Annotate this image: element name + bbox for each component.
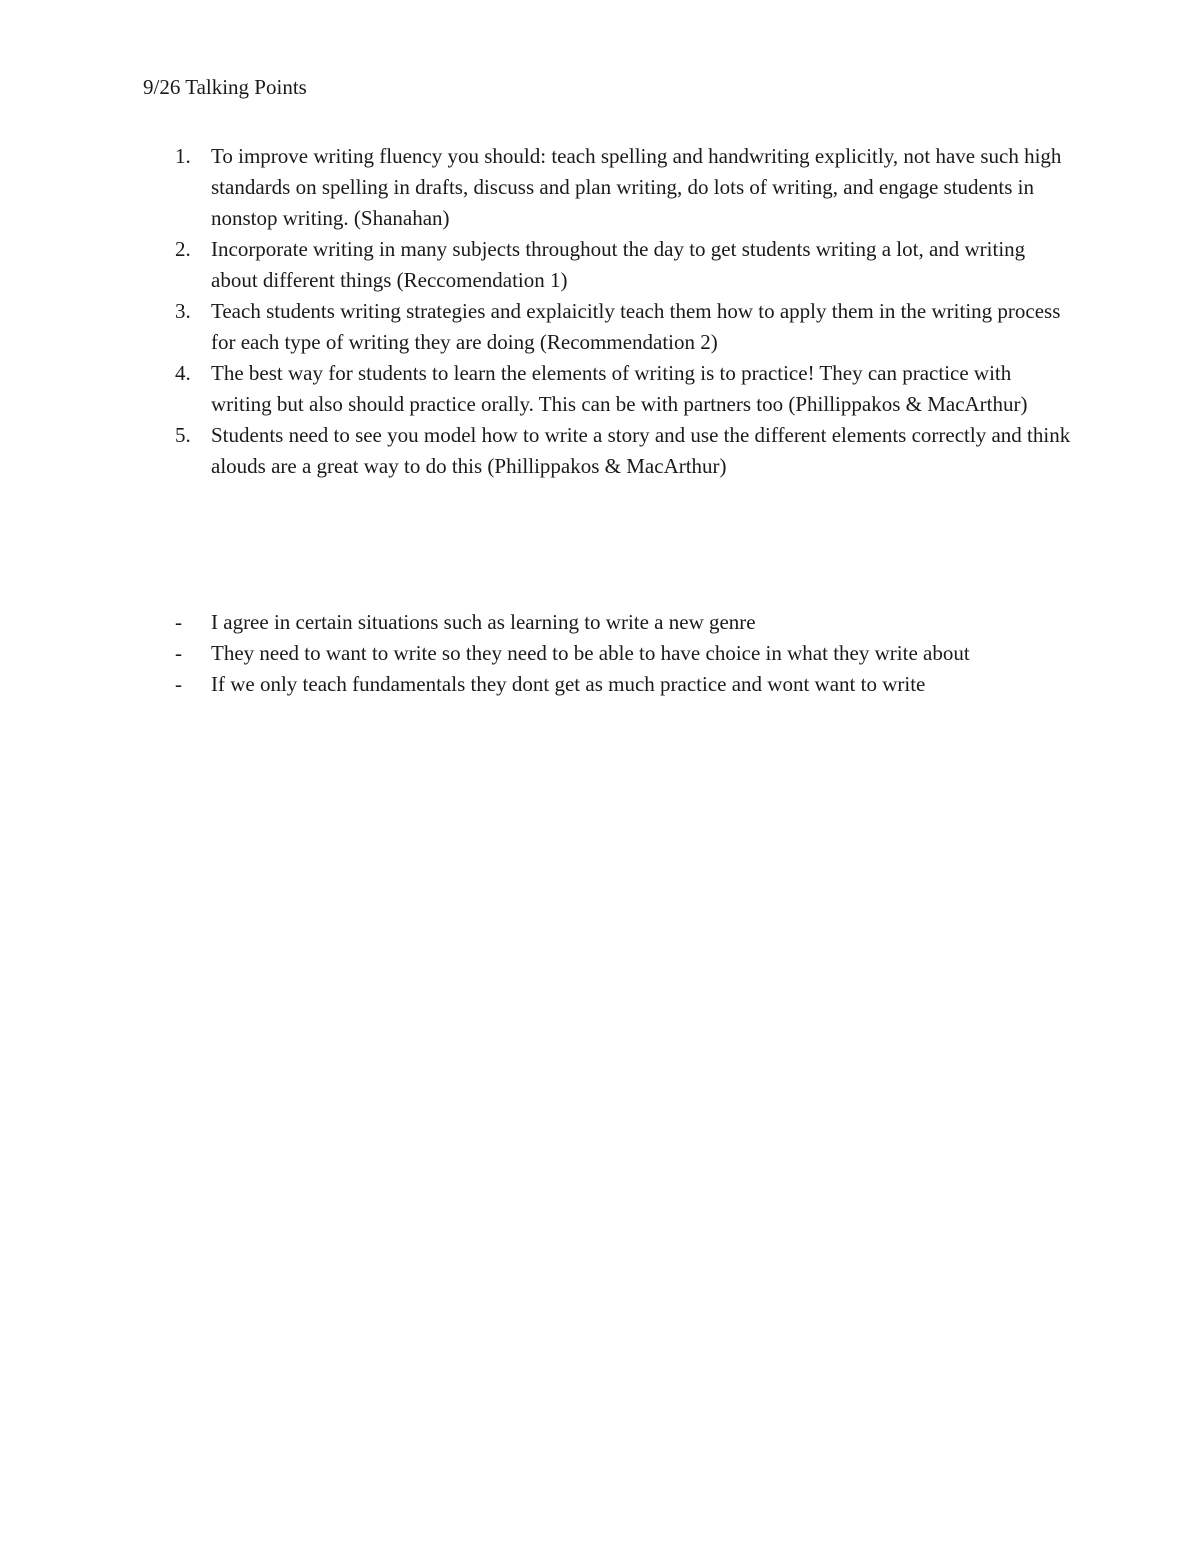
list-item	[175, 296, 1075, 358]
list-number: 5.	[175, 423, 191, 447]
list-item-text: Teach students writing strategies and explaicitly teach them how to apply them in the writing process for each type of writing they are doing (Recommendation 2)	[211, 299, 1061, 354]
page-title: 9/26 Talking Points	[143, 75, 307, 99]
list-number: 1.	[175, 144, 191, 168]
list-item	[175, 420, 1075, 482]
opinion-points-list	[175, 607, 1075, 700]
list-item	[175, 669, 1075, 700]
list-item-text: Incorporate writing in many subjects throughout the day to get students writing a lot, and writing about different things (Reccomendation 1)	[211, 237, 1026, 292]
list-item	[175, 358, 1075, 420]
list-item-text: If we only teach fundamentals they dont get as much practice and wont want to write	[211, 672, 926, 696]
list-number: 3.	[175, 299, 191, 323]
list-dash: -	[175, 610, 182, 634]
list-number: 2.	[175, 237, 191, 261]
talking-points-list	[175, 141, 1075, 482]
list-item-text: Students need to see you model how to write a story and use the different elements correctly and think alouds are a great way to do this (Phillippakos & MacArthur)	[211, 423, 1071, 478]
list-item	[175, 234, 1075, 296]
list-item	[175, 141, 1075, 234]
list-dash: -	[175, 641, 182, 665]
list-item-text: I agree in certain situations such as learning to write a new genre	[211, 610, 756, 634]
list-item	[175, 638, 1075, 669]
list-item	[175, 607, 1075, 638]
list-dash: -	[175, 672, 182, 696]
list-number: 4.	[175, 361, 191, 385]
list-item-text: They need to want to write so they need to be able to have choice in what they write about	[211, 641, 970, 665]
list-item-text: The best way for students to learn the elements of writing is to practice! They can practice with writing but also should practice orally. This can be with partners too (Phillippakos & MacArthur)	[211, 361, 1028, 416]
list-item-text: To improve writing fluency you should: teach spelling and handwriting explicitly, not have such high standards on spelling in drafts, discuss and plan writing, do lots of writing, and engage students in nonstop writing. (Shanahan)	[211, 144, 1062, 230]
